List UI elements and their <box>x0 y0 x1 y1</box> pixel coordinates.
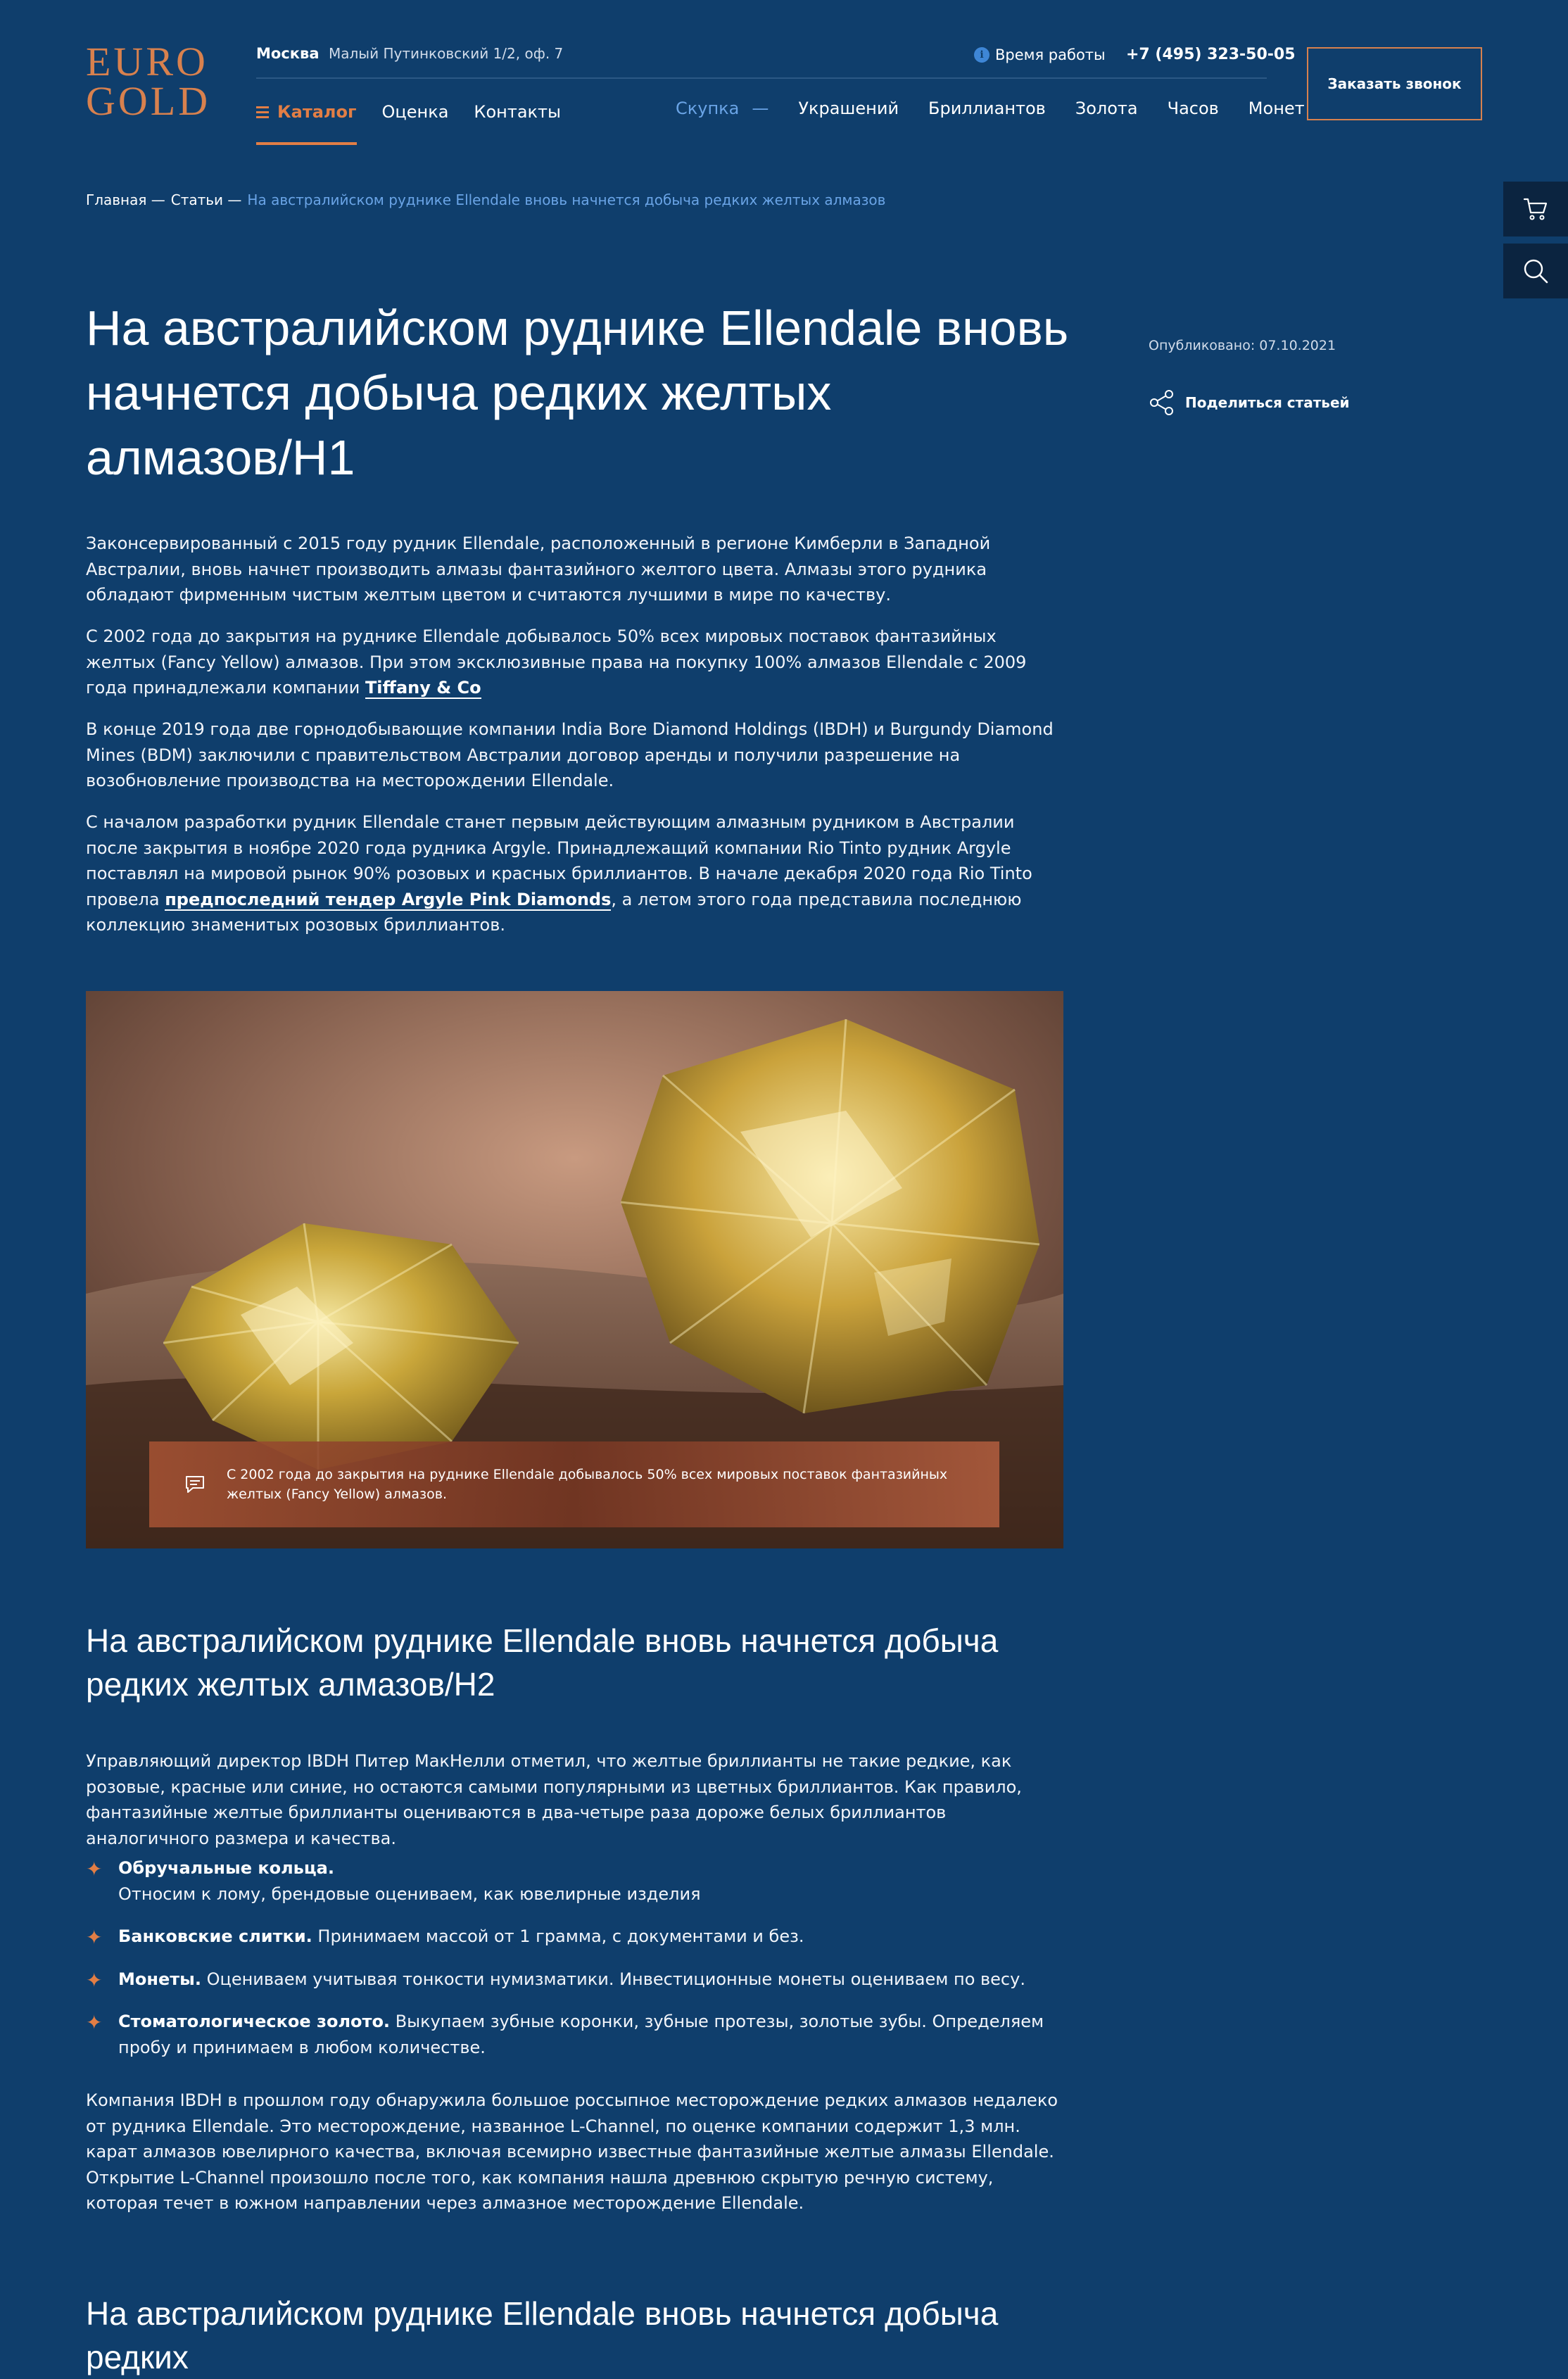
list-item-text: Выкупаем зубные коронки, зубные протезы, золотые зубы. Определяем пробу и принимаем в любом количестве. <box>118 2012 1044 2057</box>
list-item <box>86 1855 1064 1907</box>
caption-text: С 2002 года до закрытия на руднике Ellendale добывалось 50% всех мировых поставок фантазийных желтых (Fancy Yellow) алмазов. <box>227 1467 948 1502</box>
cart-button[interactable] <box>1503 182 1568 236</box>
comment-icon <box>184 1475 206 1494</box>
working-hours-link[interactable] <box>974 46 1106 63</box>
nav-catalog[interactable] <box>256 99 357 125</box>
article-paragraph-3: В конце 2019 года две горнодобывающие компании India Bore Diamond Holdings (IBDH) и Burgundy Diamond Mines (BDM) заключили с правительством Австралии договор аренды и получили разрешение на возобновление производства на месторождении Ellendale. <box>86 719 1054 790</box>
list-item-text: Принимаем массой от 1 грамма, с документами и без. <box>312 1926 804 1946</box>
article-paragraph-4 <box>86 809 1064 938</box>
share-label: Поделиться статьей <box>1185 394 1350 411</box>
buyback-nav <box>676 99 1305 118</box>
nav-evaluation[interactable]: Оценка <box>381 102 449 122</box>
list-item <box>86 1967 1064 1993</box>
nav-buy-diamonds[interactable]: Бриллиантов <box>928 99 1046 118</box>
nav-buy-jewelry[interactable]: Украшений <box>798 99 899 118</box>
info-icon: i <box>974 47 990 63</box>
article-paragraph-6: Компания IBDH в прошлом году обнаружила большое россыпное месторождение редких алмазов недалеко от рудника Ellendale. Это месторождение, названное L-Channel, по оценке компании содержит 1,3 млн. карат алмазов ювелирного качества, включая всемирно известные фантазийные желтые алмазы Ellendale. Открытие L-Channel произошло после того, как компания нашла древнюю скрытую речную систему, которая течет в южном направлении через алмазное месторождение Ellendale. <box>86 2090 1058 2213</box>
image-caption <box>149 1441 999 1527</box>
buyback-list <box>86 1855 1064 2077</box>
list-item <box>86 2009 1064 2060</box>
buyback-label <box>676 99 769 118</box>
search-icon <box>1522 258 1549 284</box>
logo-line-1: EURO <box>86 39 208 84</box>
share-icon <box>1149 389 1175 417</box>
logo-line-2: GOLD <box>86 78 211 124</box>
buyback-title: Скупка <box>676 99 740 118</box>
star-icon: ✦ <box>86 2011 103 2034</box>
diamonds-image <box>86 991 1063 1548</box>
nav-catalog-label: Каталог <box>277 102 357 122</box>
list-item-title: Стоматологическое золото. <box>118 2012 391 2031</box>
paragraph-4-text: С началом разработки рудник Ellendale станет первым действующим алмазным рудником в Австралии после закрытия в ноябре 2020 года рудника Argyle. Принадлежащий компании Rio Tinto рудник Argyle поставлял на мировой рынок 90% розовых и красных бриллиантов. В начале декабря 2020 года Rio Tinto провела <box>86 812 1032 909</box>
tiffany-link[interactable]: Tiffany & Co <box>365 678 481 698</box>
city-selector[interactable]: Москва <box>256 45 320 62</box>
header-divider <box>256 77 1267 79</box>
section-heading-2: На австралийском руднике Ellendale вновь начнется добыча редких <box>86 2295 999 2375</box>
list-item <box>86 1924 1064 1950</box>
list-item-title: Монеты. <box>118 1969 201 1989</box>
search-button[interactable] <box>1503 244 1568 298</box>
share-article-button[interactable] <box>1149 389 1350 417</box>
working-hours-label: Время работы <box>995 46 1106 63</box>
star-icon: ✦ <box>86 1968 103 1992</box>
address: Малый Путинковский 1/2, оф. 7 <box>329 45 564 62</box>
menu-icon <box>256 106 269 118</box>
nav-buy-watches[interactable]: Часов <box>1167 99 1219 118</box>
cart-icon <box>1523 197 1548 221</box>
nav-buy-gold[interactable]: Золота <box>1075 99 1138 118</box>
nav-contacts[interactable]: Контакты <box>474 102 561 122</box>
logo[interactable] <box>86 39 211 124</box>
order-call-button[interactable]: Заказать звонок <box>1307 47 1482 120</box>
phone-link[interactable]: +7 (495) 323-50-05 <box>1126 46 1296 63</box>
breadcrumb-articles[interactable]: Статьи — <box>170 191 242 208</box>
page-title: На австралийском руднике Ellendale вновь начнется добыча редких желтых алмазов/H1 <box>86 301 1069 485</box>
breadcrumb-home[interactable]: Главная — <box>86 191 165 208</box>
argyle-tender-link[interactable]: предпоследний тендер Argyle Pink Diamonds <box>165 889 612 909</box>
list-item-title: Обручальные кольца. <box>118 1858 334 1878</box>
buyback-dash: — <box>752 99 769 118</box>
breadcrumb-current: На австралийском руднике Ellendale вновь начнется добыча редких желтых алмазов <box>247 191 886 208</box>
section-heading: На австралийском руднике Ellendale вновь начнется добыча редких желтых алмазов/H2 <box>86 1622 999 1703</box>
star-icon: ✦ <box>86 1926 103 1949</box>
list-item-text: Оцениваем учитывая тонкости нумизматики. Инвестиционные монеты оцениваем по весу. <box>201 1969 1025 1989</box>
paragraph-4-tail: , а летом этого года представила последнюю коллекцию знаменитых розовых бриллиантов. <box>86 889 1022 935</box>
main-nav <box>256 99 561 125</box>
article-paragraph-2 <box>86 624 1064 701</box>
article-paragraph-1: Законсервированный с 2015 году рудник Ellendale, расположенный в регионе Кимберли в Западной Австралии, вновь начнет производить алмазы фантазийного желтого цвета. Алмазы этого рудника обладают фирменным чистым желтым цветом и считаются лучшими в мире по качеству. <box>86 534 991 605</box>
article-paragraph-5: Управляющий директор IBDH Питер МакНелли отметил, что желтые бриллианты не такие редкие, как розовые, красные или синие, но остаются самыми популярными из цветных бриллиантов. Как правило, фантазийные желтые бриллианты оцениваются в два-четыре раза дороже белых бриллиантов аналогичного размера и качества. <box>86 1751 1022 1848</box>
list-item-title: Банковские слитки. <box>118 1926 312 1946</box>
paragraph-2-text: С 2002 года до закрытия на руднике Ellendale добывалось 50% всех мировых поставок фантазийных желтых (Fancy Yellow) алмазов. При этом эксклюзивные права на покупку 100% алмазов Ellendale с 2009 года принадлежали компании <box>86 626 1027 698</box>
list-item-text: Относим к лому, брендовые оцениваем, как ювелирные изделия <box>118 1883 701 1904</box>
breadcrumb <box>86 191 885 208</box>
nav-buy-coins[interactable]: Монет <box>1248 99 1305 118</box>
star-icon: ✦ <box>86 1857 103 1881</box>
publish-date: Опубликовано: 07.10.2021 <box>1149 338 1336 353</box>
